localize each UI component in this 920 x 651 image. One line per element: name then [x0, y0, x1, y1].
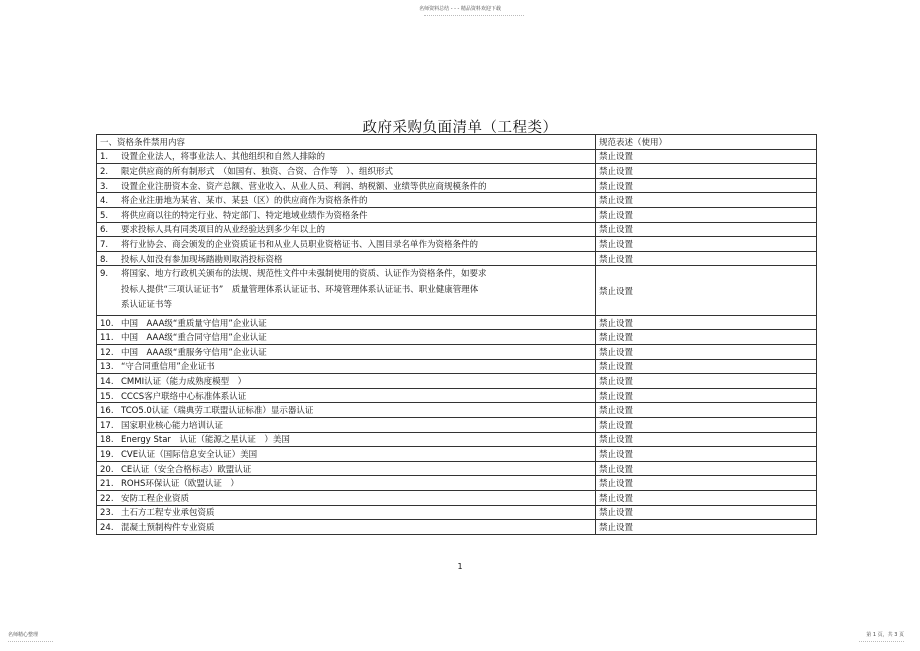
row-content: 安防工程企业资质 — [121, 493, 190, 504]
row-rule: 禁止设置 — [596, 359, 817, 374]
row-rule: 禁止设置 — [596, 345, 817, 360]
row-rule: 禁止设置 — [596, 374, 817, 389]
row-content: 投标人如没有参加现场踏勘则取消投标资格 — [121, 254, 283, 265]
row-number: 5. — [100, 210, 109, 221]
table-row — [97, 520, 817, 535]
row-number: 3. — [100, 181, 109, 192]
row-content: 设置企业法人，将事业法人、其他组织和自然人排除的 — [121, 152, 326, 163]
row-content: 将企业注册地为某省、某市、某县（区）的供应商作为资格条件的 — [121, 196, 368, 207]
row-rule: 禁止设置 — [596, 149, 817, 164]
table-row — [97, 222, 817, 237]
row-number: 11. — [100, 333, 114, 344]
row-rule: 禁止设置 — [596, 222, 817, 237]
row-rule: 禁止设置 — [596, 403, 817, 418]
row-rule: 禁止设置 — [596, 193, 817, 208]
table-row — [97, 149, 817, 164]
table-row — [97, 207, 817, 222]
restriction-table — [96, 134, 817, 535]
row-number: 6. — [100, 225, 109, 236]
row-content: 设置企业注册资本金、资产总额、营业收入、从业人员、利润、纳税额、业绩等供应商规模条件的 — [121, 181, 487, 192]
row-number: 23. — [100, 508, 114, 519]
row-rule: 禁止设置 — [596, 505, 817, 520]
row-content: CE认证（安全合格标志）欧盟认证 — [121, 464, 252, 475]
row-rule: 禁止设置 — [596, 388, 817, 403]
header-content-cell: 一、资格条件禁用内容 — [97, 135, 596, 150]
table-row — [97, 251, 817, 266]
document-title: 政府采购负面清单（工程类） — [362, 120, 558, 136]
table-row — [97, 266, 817, 316]
table-row — [97, 164, 817, 179]
row-number: 8. — [100, 254, 109, 265]
table-row — [97, 330, 817, 345]
row-content: CVE认证（国际信息安全认证）美国 — [121, 449, 258, 460]
table-row — [97, 418, 817, 433]
row-rule: 禁止设置 — [596, 418, 817, 433]
page-header-text: 名师资料总结 - - - 精品资料欢迎下载 — [419, 6, 501, 12]
table-header-row — [97, 135, 817, 150]
table-row — [97, 461, 817, 476]
row-number: 17. — [100, 420, 114, 431]
row-content: 将行业协会、商会颁发的企业资质证书和从业人员职业资格证书、入围目录名单作为资格条件的 — [121, 239, 479, 250]
row-rule: 禁止设置 — [596, 432, 817, 447]
row-number: 2. — [100, 166, 109, 177]
row-content: 混凝土预制构件专业资质 — [121, 522, 215, 533]
table-row — [97, 505, 817, 520]
row-content: 中国 AAA级“重服务守信用”企业认证 — [121, 347, 267, 358]
footer-page-count: 第 1 页，共 3 页 — [866, 632, 904, 638]
row-number: 1. — [100, 152, 109, 163]
table-row — [97, 193, 817, 208]
row-content: 中国 AAA级“重质量守信用”企业认证 — [121, 318, 267, 329]
row-number: 7. — [100, 239, 109, 250]
row-content: 将供应商以往的特定行业、特定部门、特定地域业绩作为资格条件 — [121, 210, 368, 221]
footer-left-divider — [8, 641, 53, 642]
row-content-line-1: 将国家、地方行政机关颁布的法规、规范性文件中未强制使用的资质、认证作为资格条件，如要求 — [121, 269, 487, 280]
table-row — [97, 432, 817, 447]
table-row — [97, 345, 817, 360]
table-row — [97, 490, 817, 505]
row-content: “守合同重信用”企业证书 — [121, 362, 215, 373]
row-rule: 禁止设置 — [596, 251, 817, 266]
row-number: 14. — [100, 377, 114, 388]
row-content: TCO5.0认证（瑞典劳工联盟认证标准）显示器认证 — [121, 406, 314, 417]
row-number: 4. — [100, 196, 109, 207]
row-content: 土石方工程专业承包资质 — [121, 508, 215, 519]
table-row — [97, 476, 817, 491]
row-content: Energy Star 认证（能源之星认证 ）美国 — [121, 435, 290, 446]
header-divider — [424, 15, 524, 16]
table-row — [97, 315, 817, 330]
row-number: 13. — [100, 362, 114, 373]
row-rule: 禁止设置 — [596, 178, 817, 193]
row-number: 18. — [100, 435, 114, 446]
row-content-line-2: 投标人提供“三项认证证书” 质量管理体系认证证书、环境管理体系认证证书、职业健康管理体 — [121, 284, 479, 295]
row-rule: 禁止设置 — [596, 520, 817, 535]
row-content: 中国 AAA级“重合同守信用”企业认证 — [121, 333, 267, 344]
row-rule: 禁止设置 — [596, 207, 817, 222]
row-number: 10. — [100, 318, 114, 329]
row-content-line-3: 系认证证书等 — [121, 300, 173, 311]
row-rule: 禁止设置 — [596, 237, 817, 252]
row-rule: 禁止设置 — [596, 164, 817, 179]
row-number: 21. — [100, 479, 114, 490]
table-row — [97, 359, 817, 374]
table-row — [97, 388, 817, 403]
row-rule: 禁止设置 — [596, 476, 817, 491]
table-row — [97, 374, 817, 389]
row-rule: 禁止设置 — [596, 490, 817, 505]
row-rule: 禁止设置 — [596, 447, 817, 462]
row-number: 19. — [100, 449, 114, 460]
row-number: 22. — [100, 493, 114, 504]
row-content: ROHS环保认证（欧盟认证 ） — [121, 479, 239, 490]
row-number: 16. — [100, 406, 114, 417]
row-rule: 禁止设置 — [596, 461, 817, 476]
header-rule-cell: 规范表述（使用） — [596, 135, 817, 150]
row-content: CMMI认证（能力成熟度模型 ） — [121, 377, 247, 388]
row-number: 12. — [100, 347, 114, 358]
row-rule: 禁止设置 — [596, 315, 817, 330]
row-number: 24. — [100, 522, 114, 533]
row-content: 限定供应商的所有制形式 （如国有、独资、合资、合作等 ）、组织形式 — [121, 166, 394, 177]
table-row — [97, 237, 817, 252]
row-number: 15. — [100, 391, 114, 402]
table-row — [97, 178, 817, 193]
footer-left-text: 名师精心整理 — [8, 632, 39, 638]
row-rule: 禁止设置 — [596, 266, 817, 316]
row-number: 20. — [100, 464, 114, 475]
row-rule: 禁止设置 — [596, 330, 817, 345]
table-row — [97, 403, 817, 418]
row-content: 国家职业核心能力培训认证 — [121, 420, 224, 431]
table-row — [97, 447, 817, 462]
row-content: 要求投标人具有同类项目的从业经验达到多少年以上的 — [121, 225, 326, 236]
row-number: 9. — [100, 269, 109, 280]
footer-right-divider — [859, 641, 904, 642]
page-number: 1 — [457, 562, 463, 571]
row-content: CCCS客户联络中心标准体系认证 — [121, 391, 247, 402]
